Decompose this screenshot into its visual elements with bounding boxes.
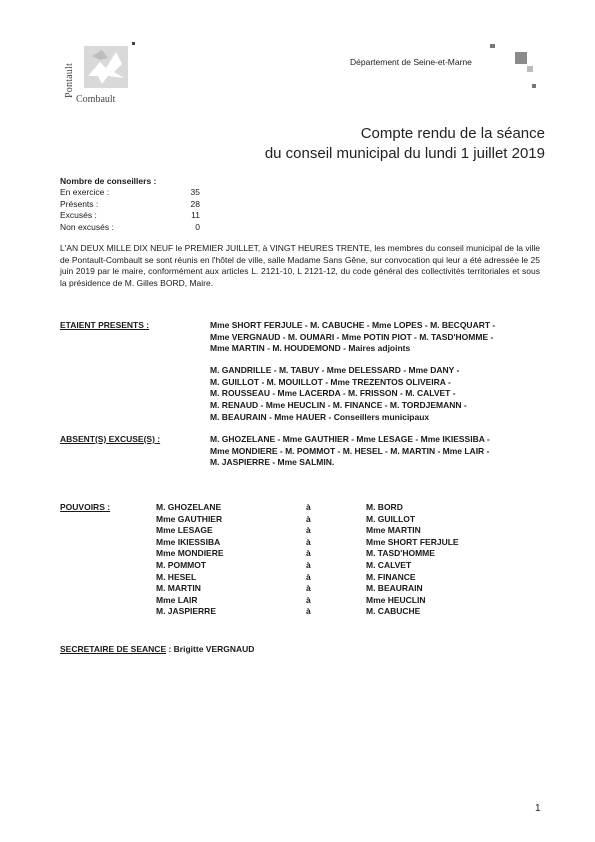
count-value: 0 <box>195 221 200 232</box>
name-line: M. BEAURAIN - Mme HAUER - Conseillers municipaux <box>210 411 430 422</box>
pouvoir-to-word: à <box>306 571 311 582</box>
pouvoirs-label: POUVOIRS : <box>60 502 111 512</box>
pouvoir-from: Mme GAUTHIER <box>156 513 223 524</box>
pouvoir-to-word: à <box>306 559 311 570</box>
pouvoir-from: M. MARTIN <box>156 583 201 594</box>
pouvoir-row <box>156 537 526 549</box>
pouvoir-to-word: à <box>306 583 311 594</box>
pouvoir-to: M. CABUCHE <box>366 606 421 617</box>
pouvoir-to: Mme HEUCLIN <box>366 594 426 605</box>
counts-heading: Nombre de conseillers : <box>60 176 157 186</box>
report-title: Compte rendu de la séance <box>360 125 545 142</box>
pouvoir-from: Mme LESAGE <box>156 525 213 536</box>
pouvoir-row <box>156 560 526 572</box>
secretaire-line <box>60 644 254 654</box>
logo-vertical-text: Pontault <box>64 63 75 98</box>
pouvoir-to: M. BEAURAIN <box>366 583 423 594</box>
pouvoir-row <box>156 548 526 560</box>
name-line: M. JASPIERRE - Mme SALMIN. <box>210 457 335 468</box>
pouvoir-row <box>156 595 526 607</box>
count-row <box>60 187 200 199</box>
count-label: Non excusés : <box>60 221 114 232</box>
name-line: Mme VERGNAUD - M. OUMARI - Mme POTIN PIOT - M. TASD'HOMME - <box>210 331 494 342</box>
secretaire-separator: : <box>166 644 174 654</box>
count-label: Présents : <box>60 198 99 209</box>
logo-bottom-text: Combault <box>76 94 116 105</box>
name-line: M. GHOZELANE - Mme GAUTHIER - Mme LESAGE - Mme IKIESSIBA - <box>210 434 490 444</box>
pouvoir-to: M. GUILLOT <box>366 513 416 524</box>
count-row <box>60 199 200 211</box>
city-logo <box>64 40 144 108</box>
pouvoir-to-word: à <box>306 548 311 559</box>
pouvoir-to-word: à <box>306 594 311 605</box>
count-row <box>60 210 200 222</box>
pouvoir-to: M. TASD'HOMME <box>366 548 435 559</box>
pouvoir-to: Mme MARTIN <box>366 525 421 536</box>
pouvoir-from: Mme LAIR <box>156 594 198 605</box>
pouvoir-to: M. BORD <box>366 502 403 512</box>
pouvoir-from: M. POMMOT <box>156 559 207 570</box>
pouvoir-from: Mme MONDIERE <box>156 548 224 559</box>
name-line: M. GANDRILLE - M. TABUY - Mme DELESSARD - Mme DANY - <box>210 365 460 375</box>
count-label: En exercice : <box>60 187 110 197</box>
name-line: M. RENAUD - Mme HEUCLIN - M. FINANCE - M. TORDJEMANN - <box>210 400 467 411</box>
pouvoir-from: Mme IKIESSIBA <box>156 536 221 547</box>
pouvoir-to: M. CALVET <box>366 559 412 570</box>
presents-adjoints <box>210 320 540 355</box>
absents-list <box>210 434 540 469</box>
name-line: Mme MARTIN - M. HOUDEMOND - Maires adjoints <box>210 343 411 354</box>
name-line: M. GUILLOT - M. MOUILLOT - Mme TREZENTOS OLIVEIRA - <box>210 376 451 387</box>
pouvoir-to-word: à <box>306 606 311 617</box>
pouvoirs-table <box>156 502 526 618</box>
count-value: 28 <box>190 198 200 209</box>
pouvoir-row <box>156 525 526 537</box>
page-number: 1 <box>535 803 541 814</box>
presents-conseillers <box>210 365 540 424</box>
pouvoir-from: M. HESEL <box>156 571 197 582</box>
councillor-counts <box>60 176 200 233</box>
pouvoir-row <box>156 606 526 618</box>
name-line: M. ROUSSEAU - Mme LACERDA - M. FRISSON - M. CALVET - <box>210 388 456 399</box>
intro-paragraph: L'AN DEUX MILLE DIX NEUF le PREMIER JUILLET, à VINGT HEURES TRENTE, les membres du conseil municipal de la ville de Pontault-Combault se sont réunis en l'hôtel de ville, salle Madame Sans Gêne, sur convocation qui leur a été adressée le 25 juin 2019 par le maire, conformément aux articles L. 2121-10, L 2121-12, du code général des collectivités territoriales et sous la présidence de M. Gilles BORD, Maire. <box>60 243 540 288</box>
pouvoir-to: M. FINANCE <box>366 571 416 582</box>
report-subtitle: du conseil municipal du lundi 1 juillet 2019 <box>264 145 545 162</box>
secretaire-name: Brigitte VERGNAUD <box>173 644 255 654</box>
name-line: Mme SHORT FERJULE - M. CABUCHE - Mme LOPES - M. BECQUART - <box>210 320 496 330</box>
pouvoir-to-word: à <box>306 525 311 536</box>
count-value: 35 <box>190 187 200 197</box>
pouvoir-from: M. JASPIERRE <box>156 606 216 617</box>
presents-label: ETAIENT PRESENTS : <box>60 320 150 330</box>
pouvoir-to-word: à <box>306 513 311 524</box>
pouvoir-to-word: à <box>306 536 311 547</box>
count-value: 11 <box>191 210 200 220</box>
bird-emblem-icon <box>78 42 138 94</box>
pouvoir-row <box>156 502 526 514</box>
absents-label: ABSENT(S) EXCUSE(S) : <box>60 434 161 444</box>
secretaire-label: SECRETAIRE DE SEANCE <box>60 644 167 654</box>
count-row <box>60 222 200 234</box>
pouvoir-row <box>156 514 526 526</box>
department-label: Département de Seine-et-Marne <box>350 57 472 67</box>
pouvoir-from: M. GHOZELANE <box>156 502 222 512</box>
pouvoir-to: Mme SHORT FERJULE <box>366 536 459 547</box>
name-line: Mme MONDIERE - M. POMMOT - M. HESEL - M. MARTIN - Mme LAIR - <box>210 445 490 456</box>
pouvoir-row <box>156 572 526 584</box>
pouvoir-to-word: à <box>306 502 311 512</box>
count-label: Excusés : <box>60 210 97 220</box>
pouvoir-row <box>156 583 526 595</box>
